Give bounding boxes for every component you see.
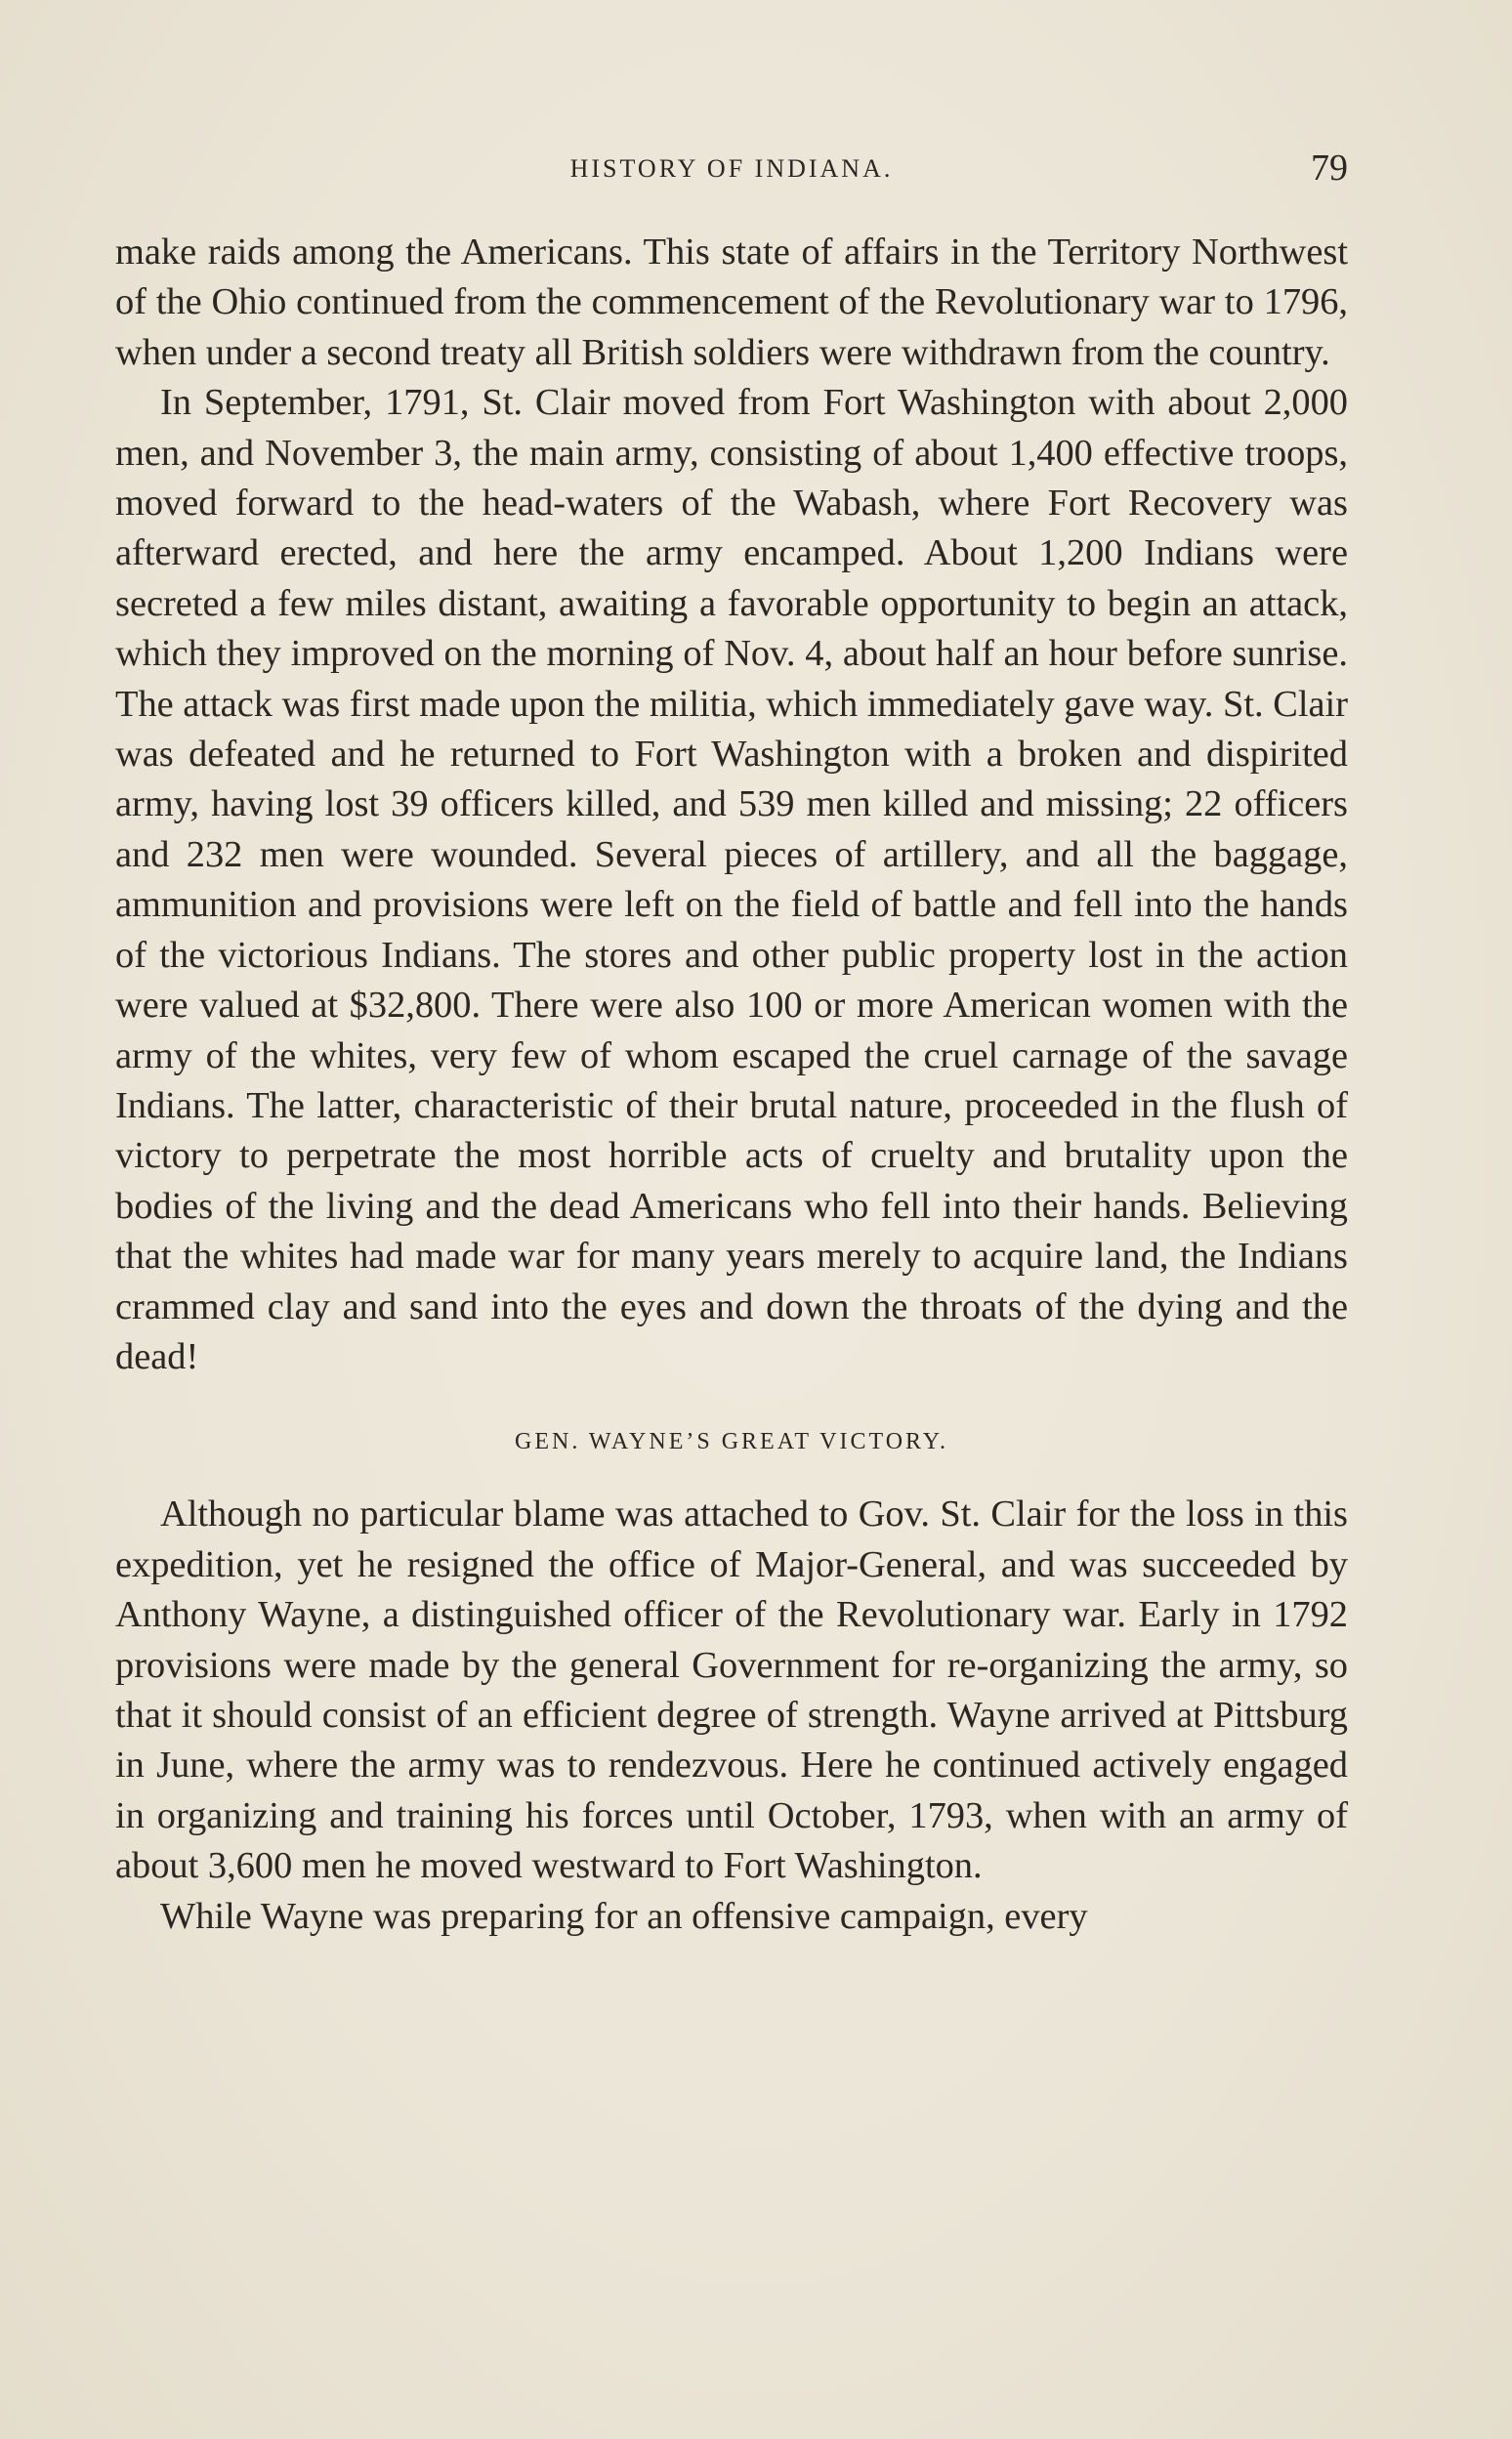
page-header (115, 147, 1348, 195)
page-number: 79 (1311, 147, 1348, 189)
page-body (115, 228, 1348, 1942)
section-heading: GEN. WAYNE’S GREAT VICTORY. (515, 1429, 948, 1455)
paragraph: Although no particular blame was attached to Gov. St. Clair for the loss in this expedition, yet he resigned the office of Major-General, and was succeeded by Anthony Wayne, a distinguished officer of the Revolutionary war. Early in 1792 provisions were made by the general Government for re-organizing the army, so that it should consist of an efficient degree of strength. Wayne arrived at Pittsburg in June, where the army was to rendezvous. Here he continued actively engaged in organizing and training his forces until October, 1793, when with an army of about 3,600 men he moved westward to Fort Washington. (115, 1493, 1348, 1887)
paragraph: make raids among the Americans. This state of affairs in the Territory Northwest of the Ohio continued from the commencement of the Revolutionary war to 1796, when under a second treaty all British soldiers were withdrawn from the country. (115, 231, 1348, 373)
paragraph: While Wayne was preparing for an offensive campaign, every (160, 1895, 1088, 1937)
paragraph: In September, 1791, St. Clair moved from Fort Washington with about 2,000 men, and November 3, the main army, consisting of about 1,400 effective troops, moved forward to the head-waters of the Wabash, where Fort Recovery was afterward erected, and here the army encamped. About 1,200 Indians were secreted a few miles distant, awaiting a favorable opportunity to begin an attack, which they improved on the morning of Nov. 4, about half an hour before sunrise. The attack was first made upon the militia, which immediately gave way. St. Clair was defeated and he returned to Fort Washington with a broken and dispirited army, having lost 39 officers killed, and 539 men killed and missing; 22 officers and 232 men were wounded. Several pieces of artillery, and all the baggage, ammunition and provisions were left on the field of battle and fell into the hands of the victorious Indians. The stores and other public property lost in the action were valued at $32,800. There were also 100 or more American women with the army of the whites, very few of whom escaped the cruel carnage of the savage Indians. The latter, characteristic of their brutal nature, proceeded in the flush of victory to perpetrate the most horrible acts of cruelty and brutality upon the bodies of the living and the dead Americans who fell into their hands. Believing that the whites had made war for many years merely to acquire land, the Indians crammed clay and sand into the eyes and down the throats of the dying and the dead! (115, 382, 1348, 1377)
running-title: HISTORY OF INDIANA. (569, 154, 894, 183)
